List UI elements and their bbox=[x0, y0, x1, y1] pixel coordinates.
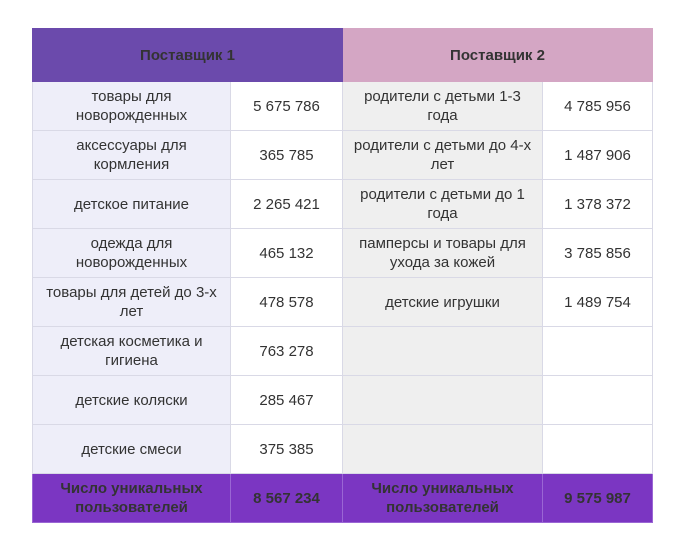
supplier-1-category: аксессуары для кормления bbox=[33, 131, 231, 180]
supplier-1-category: детские смеси bbox=[33, 425, 231, 474]
supplier-2-value: 4 785 956 bbox=[543, 82, 653, 131]
supplier-1-value: 375 385 bbox=[231, 425, 343, 474]
table-row bbox=[33, 180, 653, 229]
supplier-2-total-value: 9 575 987 bbox=[543, 474, 653, 523]
supplier-2-value bbox=[543, 327, 653, 376]
supplier-1-category: детское питание bbox=[33, 180, 231, 229]
supplier-1-value: 365 785 bbox=[231, 131, 343, 180]
table-row bbox=[33, 131, 653, 180]
supplier-2-value: 1 487 906 bbox=[543, 131, 653, 180]
supplier-2-category bbox=[343, 376, 543, 425]
supplier-1-value: 478 578 bbox=[231, 278, 343, 327]
supplier-2-category: родители с детьми до 4-х лет bbox=[343, 131, 543, 180]
supplier-1-category: товары для детей до 3-х лет bbox=[33, 278, 231, 327]
audience-comparison-table bbox=[32, 28, 653, 523]
supplier-1-header: Поставщик 1 bbox=[33, 29, 343, 82]
header-row bbox=[33, 29, 653, 82]
table-row bbox=[33, 278, 653, 327]
supplier-1-value: 5 675 786 bbox=[231, 82, 343, 131]
supplier-2-value: 1 378 372 bbox=[543, 180, 653, 229]
supplier-1-value: 763 278 bbox=[231, 327, 343, 376]
footer-row bbox=[33, 474, 653, 523]
supplier-2-category: памперсы и товары для ухода за кожей bbox=[343, 229, 543, 278]
supplier-1-value: 465 132 bbox=[231, 229, 343, 278]
table-row bbox=[33, 376, 653, 425]
supplier-2-value bbox=[543, 376, 653, 425]
table-body bbox=[33, 29, 653, 523]
table-row bbox=[33, 425, 653, 474]
supplier-1-category: детская косметика и гигиена bbox=[33, 327, 231, 376]
supplier-2-total-label: Число уникальных пользователей bbox=[343, 474, 543, 523]
table-row bbox=[33, 82, 653, 131]
supplier-2-value: 3 785 856 bbox=[543, 229, 653, 278]
supplier-2-category: родители с детьми 1-3 года bbox=[343, 82, 543, 131]
supplier-2-category: родители с детьми до 1 года bbox=[343, 180, 543, 229]
supplier-1-value: 2 265 421 bbox=[231, 180, 343, 229]
supplier-1-category: одежда для новорожденных bbox=[33, 229, 231, 278]
supplier-1-total-label: Число уникальных пользователей bbox=[33, 474, 231, 523]
supplier-2-value bbox=[543, 425, 653, 474]
supplier-1-value: 285 467 bbox=[231, 376, 343, 425]
table-row bbox=[33, 327, 653, 376]
supplier-2-value: 1 489 754 bbox=[543, 278, 653, 327]
supplier-2-category bbox=[343, 327, 543, 376]
supplier-1-total-value: 8 567 234 bbox=[231, 474, 343, 523]
supplier-2-category bbox=[343, 425, 543, 474]
supplier-1-category: детские коляски bbox=[33, 376, 231, 425]
supplier-1-category: товары для новорожденных bbox=[33, 82, 231, 131]
supplier-2-header: Поставщик 2 bbox=[343, 29, 653, 82]
table-row bbox=[33, 229, 653, 278]
supplier-2-category: детские игрушки bbox=[343, 278, 543, 327]
